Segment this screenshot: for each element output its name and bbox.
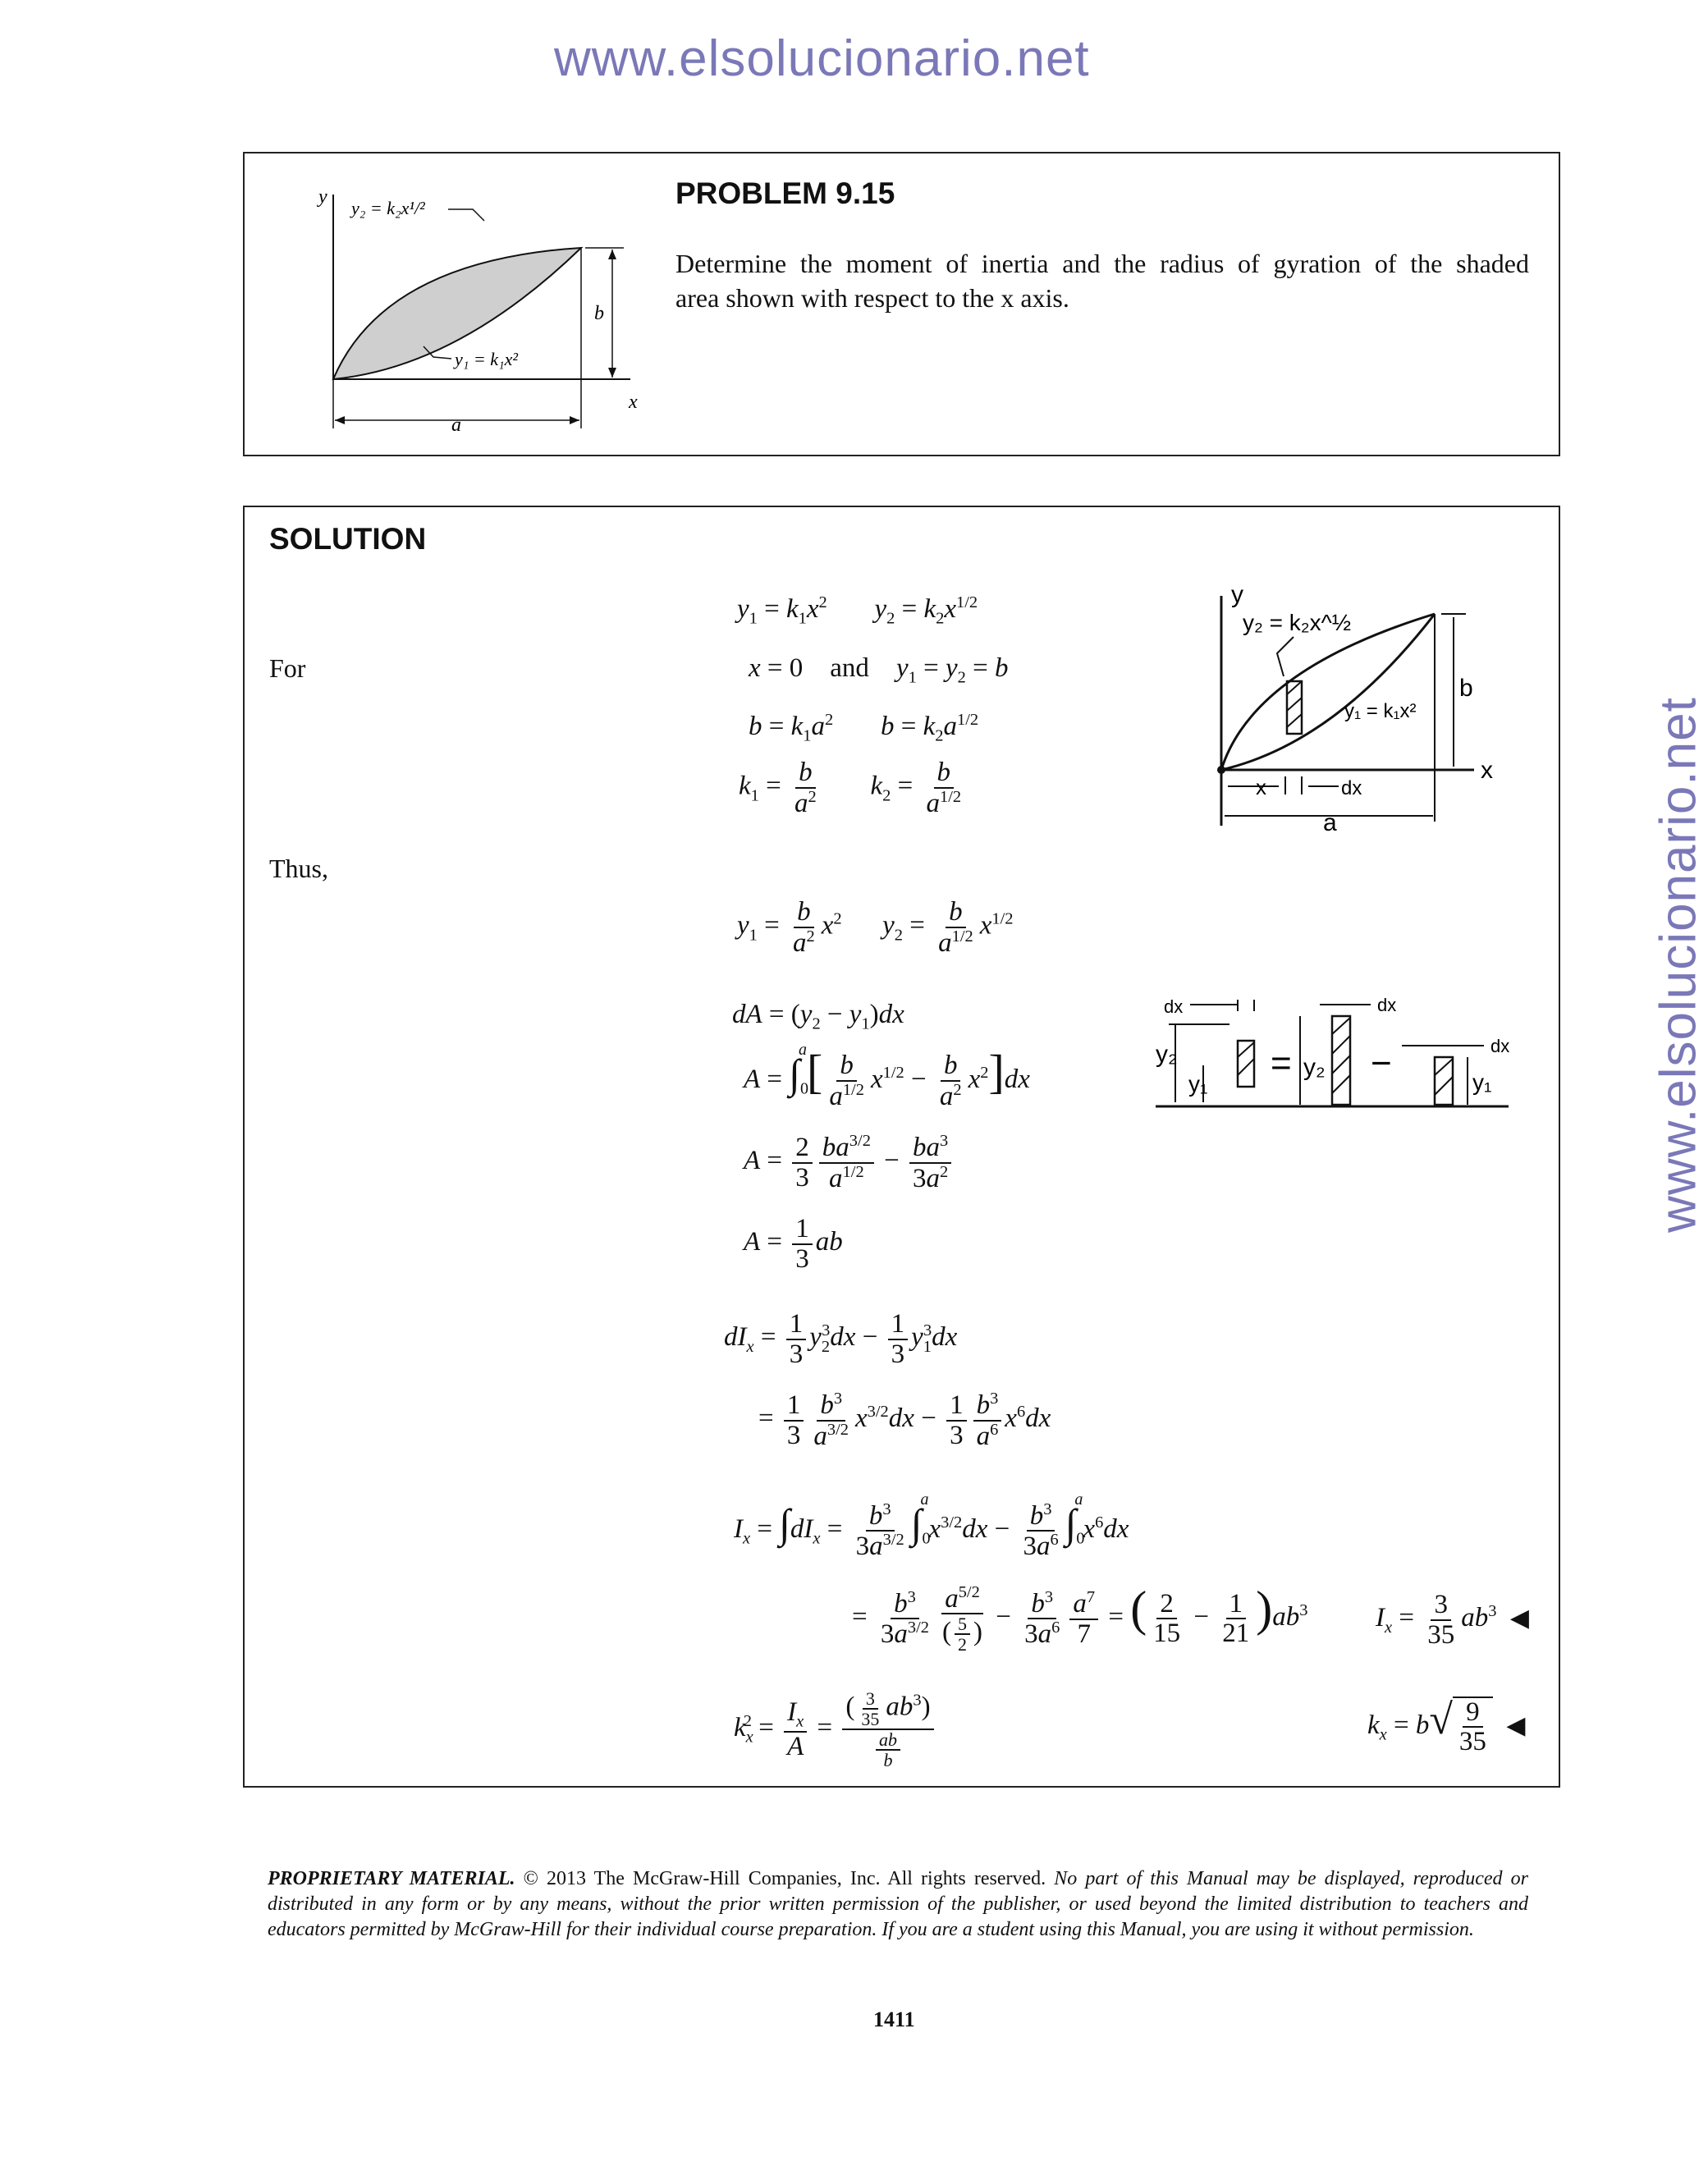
sketch2-dx-1: dx bbox=[1164, 996, 1184, 1017]
answer-Ix: $I_x$ = $\frac{3}{35}$ $ab^3$ ◀ bbox=[1376, 1590, 1529, 1650]
eq-y-substituted: $y_1$ = $\frac{b}{a^2}$ $x^2$ $y_2$ = $\frac{b}{a^{1/2}}$ $x^{1/2}$ bbox=[737, 897, 1014, 958]
sketch-label-a: a bbox=[1323, 809, 1337, 836]
copyright-footer bbox=[268, 1866, 1528, 1943]
sketch2-equals: = bbox=[1271, 1043, 1292, 1083]
sketch-label-b: b bbox=[1459, 675, 1473, 702]
figure-label-y: y bbox=[318, 186, 327, 208]
eq-conditions: x = 0 and $y_1 = y_2 = b$ bbox=[749, 653, 1009, 687]
eq-dIx-substituted: = $\frac{1}{3}$ $\frac{b^3}{a^{3/2}}$ $x^{3/2}dx$ − $\frac{1}{3}$ $\frac{b^3}{a^6}$ $x^6dx$ bbox=[758, 1390, 1051, 1451]
sketch-label-x2: x bbox=[1256, 775, 1266, 799]
sketch-decomposition bbox=[1156, 995, 1517, 1123]
sketch-label-dx: dx bbox=[1341, 777, 1362, 799]
sketch2-y2-b: y₂ bbox=[1303, 1054, 1326, 1081]
problem-statement-line1: Determine the moment of inertia and the radius of gyration of the shaded bbox=[675, 249, 1529, 278]
page-number: 1411 bbox=[873, 2008, 915, 2031]
figure-label-b: b bbox=[594, 303, 604, 324]
sketch2-dx-3: dx bbox=[1490, 1036, 1510, 1056]
sketch-label-y: y bbox=[1231, 581, 1243, 608]
answer-kx: $k_x = b√$ $\frac{9}{35}$ ◀ bbox=[1367, 1696, 1526, 1757]
footer-normal: © 2013 The McGraw-Hill Companies, Inc. All rights reserved. bbox=[515, 1868, 1055, 1889]
watermark-top: www.elsolucionario.net bbox=[554, 30, 1090, 87]
sketch-label-y1: y₁ = k₁x² bbox=[1344, 700, 1417, 722]
eq-A-result: A = $\frac{1}{3}$ ab bbox=[744, 1214, 843, 1274]
figure-curve1-label: y₁ = k₁x² bbox=[455, 349, 519, 369]
eq-b-values: $b = k_1a^2$ $b = k_2a^{1/2}$ bbox=[749, 711, 979, 745]
footer-italic: No part of this Manual may be displayed, reproduced or distributed in any form or by any means, without the prior written permission of the publisher, or used beyond the limited distribution to teachers and educators permitted by McGraw-Hill for their individual course preparation. If you are a student using this Manual, you are using it without permission. bbox=[268, 1868, 1528, 1940]
eq-k-values: $k_1$ = $\frac{b}{a^2}$ $k_2$ = $\frac{b}{a^{1/2}}$ bbox=[739, 758, 962, 818]
problem-box bbox=[243, 152, 1560, 456]
sketch2-y2-a: y₂ bbox=[1156, 1041, 1178, 1068]
sketch2-y1-a: y₁ bbox=[1188, 1071, 1208, 1097]
problem-title: PROBLEM 9.15 bbox=[675, 176, 895, 210]
for-label: For bbox=[269, 653, 306, 683]
sketch2-y1-b: y₁ bbox=[1472, 1069, 1492, 1095]
footer-bold: PROPRIETARY MATERIAL. bbox=[268, 1868, 515, 1889]
figure-curve2-label: y₂ = k₂x¹/² bbox=[351, 198, 425, 218]
figure-label-a: a bbox=[451, 414, 461, 436]
eq-dIx: $dI_x$ = $\frac{1}{3}$ $y_2^3dx$ − $\frac{1}{3}$ $y_1^3dx$ bbox=[724, 1309, 958, 1369]
eq-A-evaluated: A = $\frac{2}{3}$ $\frac{ba^{3/2}}{a^{1/2}}$ − $\frac{ba^3}{3a^2}$ bbox=[744, 1133, 955, 1193]
solution-heading: SOLUTION bbox=[269, 522, 427, 556]
sketch2-minus: − bbox=[1371, 1043, 1392, 1083]
thus-label: Thus, bbox=[269, 854, 328, 883]
sketch-label-x: x bbox=[1481, 757, 1493, 784]
solution-box bbox=[243, 506, 1560, 1788]
eq-kx: $k_x^2$ = $\frac{I_x}{A}$ = ( $\frac{3}{35}$ $ab^3$) $\frac{ab}{b}$ bbox=[734, 1689, 937, 1770]
watermark-side: www.elsolucionario.net bbox=[1650, 697, 1707, 1233]
eq-Ix-evaluated: = $\frac{b^3}{3a^{3/2}}$ $a^{5/2}$ ( $\frac{5}{2}$ ) − $\frac{b^3}{3a^6}$ $\frac{a^7}{7}$ = ( $\frac{2}{15}$ − $\frac{1}{21}$ )$ab^3$ bbox=[852, 1582, 1308, 1655]
and-word: and bbox=[830, 653, 869, 683]
eq-Ix-integral: $I_x = \int dI_x$ = $\frac{b^3}{3a^{3/2}}$ $\int_0^ax^{3/2}dx$ − $\frac{b^3}{3a^6}$ $\int_0^ax^6dx$ bbox=[734, 1490, 1129, 1562]
eq-dA: dA = $(y_2 - y_1)dx$ bbox=[732, 1000, 904, 1033]
figure-label-x: x bbox=[629, 392, 638, 413]
sketch2-dx-2: dx bbox=[1377, 995, 1397, 1015]
sketch-label-y2: y₂ = k₂x^½ bbox=[1243, 610, 1352, 635]
sketch-area-element bbox=[1162, 579, 1507, 842]
problem-statement-line2: area shown with respect to the x axis. bbox=[675, 283, 1069, 313]
eq-A-integral: $A = \int_0^a$[ $\frac{b}{a^{1/2}}$ $x^{1/2}$ − $\frac{b}{a^2}$ $x^2]dx$ bbox=[744, 1041, 1030, 1111]
problem-figure bbox=[269, 170, 647, 436]
eq-curves: $y_1 = k_1x^2$ $y_2 = k_2x^{1/2}$ bbox=[737, 593, 978, 628]
